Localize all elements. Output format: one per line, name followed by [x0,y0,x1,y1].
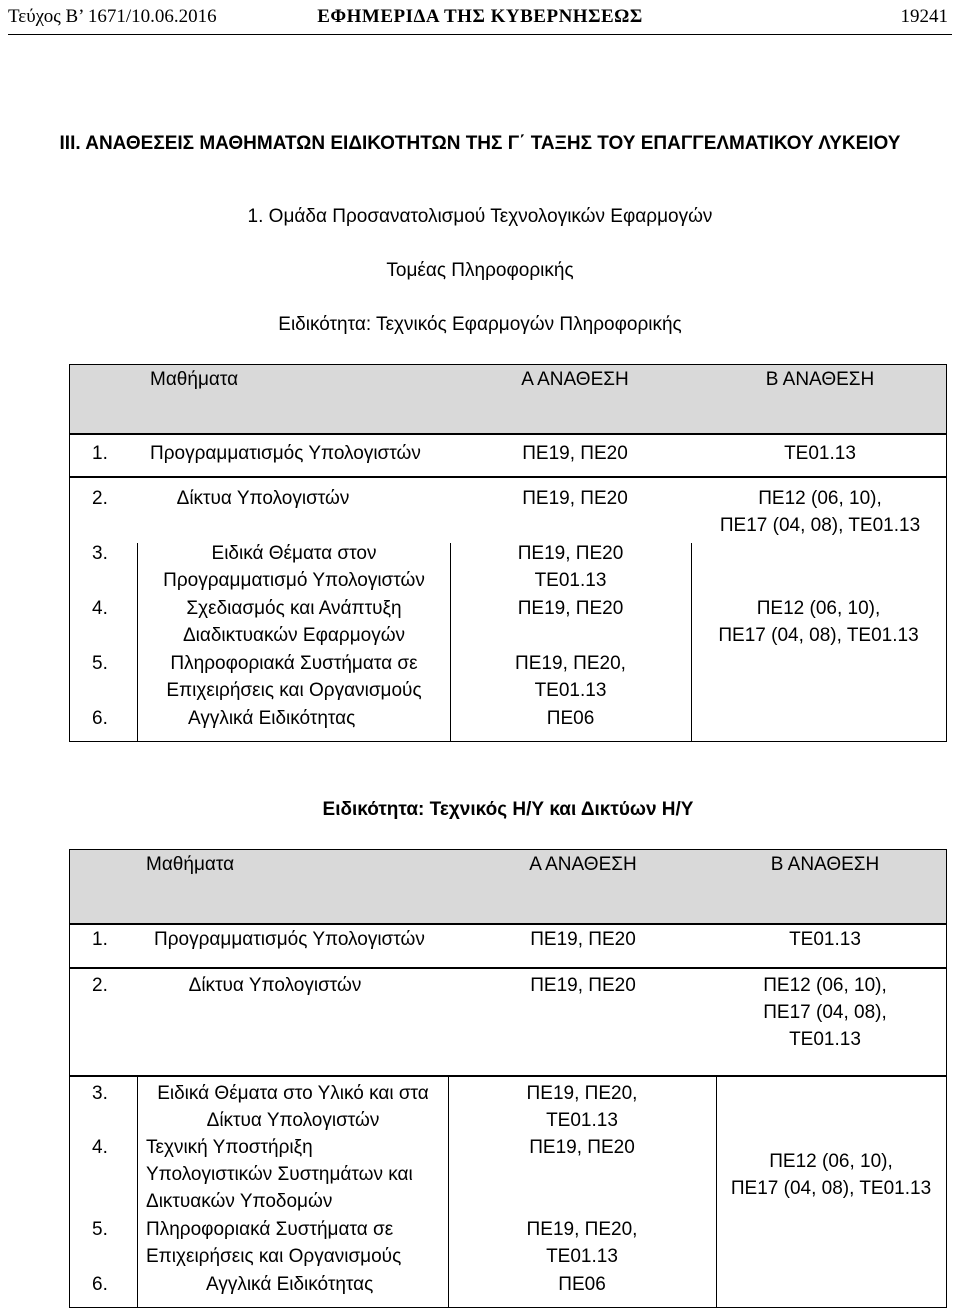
first-assignment: ΠΕ19, ΠΕ20 [529,1137,635,1158]
first-assignment: ΠΕ19, ΠΕ20 [530,929,636,950]
first-assignment: ΠΕ19, ΠΕ20 [530,975,636,996]
subject: Ειδικά Θέματα στο Υλικό και στα [157,1083,429,1104]
group-title: 1. Ομάδα Προσανατολισμού Τεχνολογικών Εφαρμογών [247,206,713,227]
row-number: 3. [92,543,108,564]
subject: Προγραμματισμός Υπολογιστών [154,929,425,950]
row-number: 4. [92,1137,108,1158]
first-assignment: ΠΕ06 [558,1274,606,1295]
subject: Αγγλικά Ειδικότητας [206,1274,374,1295]
subject: Πληροφοριακά Συστήματα σε [170,653,418,674]
subject: Τεχνική Υποστήριξη [146,1137,313,1158]
subject: Δίκτυα Υπολογιστών [188,975,362,996]
subject: Ειδικά Θέματα στον [211,543,377,564]
subject: Επιχειρήσεις και Οργανισμούς [166,680,422,701]
sector-title: Τομέας Πληροφορικής [386,260,574,281]
page-header [8,0,952,35]
subject: Προγραμματισμός Υπολογιστών [150,443,421,464]
first-assignment: ΠΕ06 [546,708,595,729]
first-assignment: ΠΕ19, ΠΕ20 [522,488,628,509]
column-header-subjects: Μαθήματα [150,369,239,390]
column-header-a: Α ΑΝΑΘΕΣΗ [521,369,629,390]
page-number: 19241 [900,6,948,27]
gazette-title: ΕΦΗΜΕΡΙΔΑ ΤΗΣ ΚΥΒΕΡΝΗΣΕΩΣ [317,6,643,27]
row-number: 5. [92,653,108,674]
second-assignment: ΠΕ17 (04, 08), [763,1002,887,1023]
first-assignment: ΠΕ19, ΠΕ20 [517,598,624,619]
first-assignment: ΠΕ19, ΠΕ20, [515,653,626,674]
specialty-title-1: Ειδικότητα: Τεχνικός Εφαρμογών Πληροφορικής [278,314,682,335]
second-assignment: ΤΕ01.13 [789,1029,861,1050]
subject: Αγγλικά Ειδικότητας [188,708,356,729]
second-assignment: ΠΕ17 (04, 08), ΤΕ01.13 [719,515,921,536]
first-assignment: ΤΕ01.13 [534,570,607,591]
row-number: 6. [92,708,108,729]
second-assignment: ΠΕ12 (06, 10), [763,975,887,996]
second-assignment: ΠΕ12 (06, 10), [758,488,882,509]
second-assignment: ΠΕ12 (06, 10), [769,1151,893,1172]
second-assignment: ΠΕ12 (06, 10), [756,598,881,619]
row-number: 3. [92,1083,108,1104]
second-assignment: ΠΕ17 (04, 08), ΤΕ01.13 [730,1178,932,1199]
first-assignment: ΠΕ19, ΠΕ20, [526,1219,638,1240]
subject: Δίκτυα Υπολογιστών [206,1110,380,1131]
column-header-subjects: Μαθήματα [146,854,235,875]
second-assignment: ΠΕ17 (04, 08), ΤΕ01.13 [718,625,919,646]
assignments-table-2 [69,849,947,1308]
subject: Προγραμματισμό Υπολογιστών [163,570,425,591]
subject: Δίκτυα Υπολογιστών [176,488,350,509]
subject: Σχεδιασμός και Ανάπτυξη [186,598,402,619]
first-assignment: ΤΕ01.13 [546,1110,618,1131]
first-assignment: ΤΕ01.13 [546,1246,618,1267]
issue-reference: Τεύχος B’ 1671/10.06.2016 [8,6,217,27]
second-assignment: ΤΕ01.13 [789,929,861,950]
row-number: 1. [92,443,108,464]
first-assignment: ΠΕ19, ΠΕ20 [522,443,628,464]
column-header-a: Α ΑΝΑΘΕΣΗ [529,854,637,875]
row-number: 5. [92,1219,108,1240]
section-title: ΙΙΙ. ΑΝΑΘΕΣΕΙΣ ΜΑΘΗΜΑΤΩΝ ΕΙΔΙΚΟΤΗΤΩΝ ΤΗΣ Γ΄ ΤΑΞΗΣ ΤΟΥ ΕΠΑΓΓΕΛΜΑΤΙΚΟΥ ΛΥΚΕΙΟΥ [59,133,901,154]
subject: Επιχειρήσεις και Οργανισμούς [146,1246,402,1267]
specialty-title-2: Ειδικότητα: Τεχνικός Η/Υ και Δικτύων Η/Υ [322,799,694,820]
row-number: 2. [92,488,108,509]
first-assignment: ΤΕ01.13 [534,680,607,701]
row-number: 6. [92,1274,108,1295]
row-number: 2. [92,975,108,996]
row-number: 4. [92,598,108,619]
subject: Υπολογιστικών Συστημάτων και [146,1164,413,1185]
first-assignment: ΠΕ19, ΠΕ20 [517,543,624,564]
assignments-table-1 [69,364,947,742]
row-number: 1. [92,929,108,950]
second-assignment: ΤΕ01.13 [784,443,856,464]
first-assignment: ΠΕ19, ΠΕ20, [526,1083,638,1104]
subject: Δικτυακών Υποδομών [146,1191,333,1212]
column-header-b: Β ΑΝΑΘΕΣΗ [765,369,875,390]
subject: Διαδικτυακών Εφαρμογών [182,625,406,646]
subject: Πληροφοριακά Συστήματα σε [146,1219,394,1240]
column-header-b: Β ΑΝΑΘΕΣΗ [770,854,880,875]
